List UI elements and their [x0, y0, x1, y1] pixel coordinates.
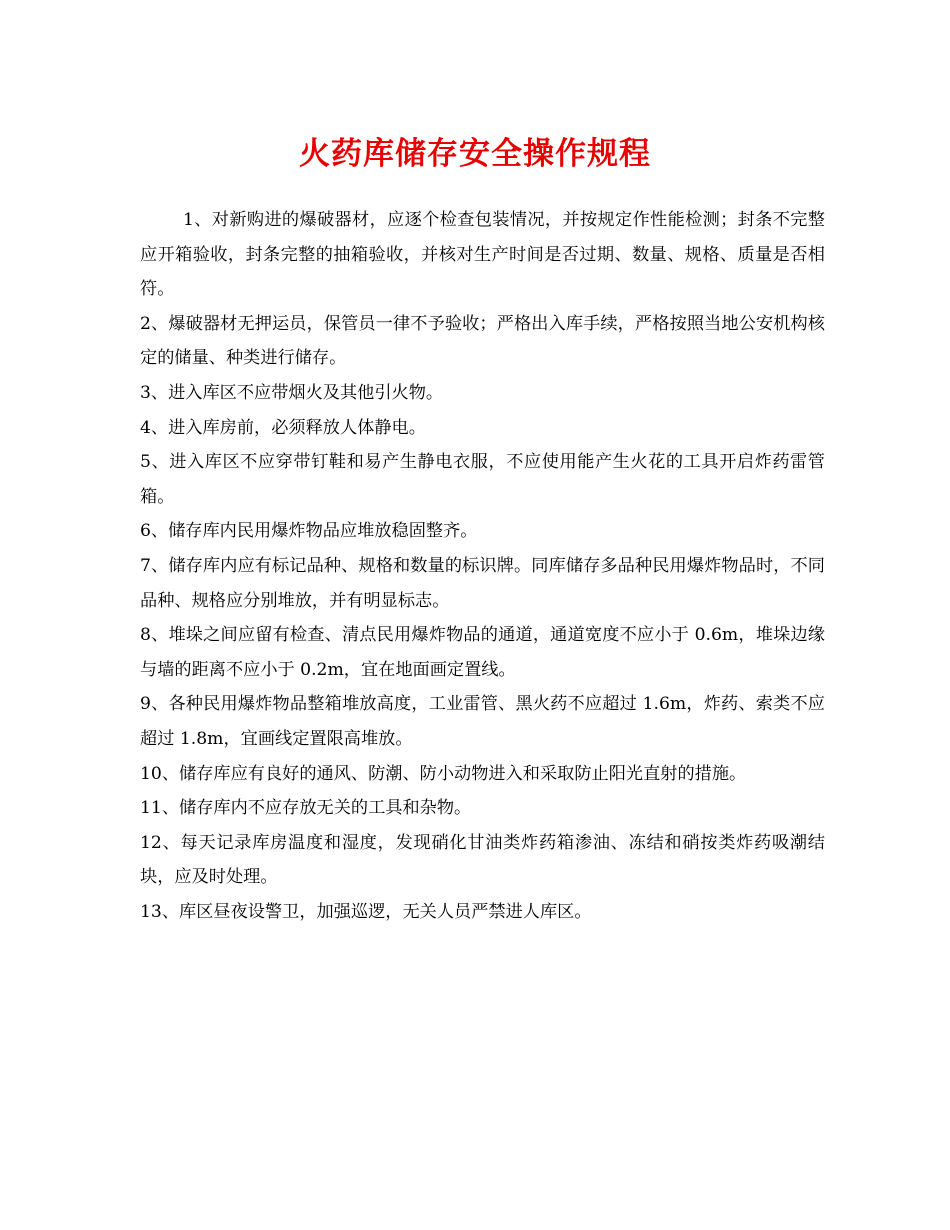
rule-paragraph-13: 13、库区昼夜设警卫，加强巡逻，无关人员严禁进人库区。 [140, 901, 592, 922]
document-body [140, 203, 825, 929]
rule-paragraph-12: 12、每天记录库房温度和湿度，发现硝化甘油类炸药箱渗油、冻结和硝按类炸药吸潮结块，应及时处理。 [140, 832, 825, 888]
rule-paragraph-9: 9、各种民用爆炸物品整箱堆放高度，工业雷管、黑火药不应超过 1.6m，炸药、索类不应超过 1.8m，宜画线定置限高堆放。 [140, 694, 825, 749]
rule-paragraph-11: 11、储存库内不应存放无关的工具和杂物。 [140, 798, 472, 819]
rule-paragraph-6: 6、储存库内民用爆炸物品应堆放稳固整齐。 [140, 521, 478, 542]
rule-paragraph-2: 2、爆破器材无押运员，保管员一律不予验收；严格出入库手续，严格按照当地公安机构核定的储量、种类进行储存。 [140, 313, 825, 369]
rule-paragraph-3: 3、进入库区不应带烟火及其他引火物。 [140, 382, 444, 403]
document-title: 火药库储存安全操作规程 [299, 136, 651, 172]
rule-paragraph-7: 7、储存库内应有标记品种、规格和数量的标识牌。同库储存多品种民用爆炸物品时，不同品种、规格应分别堆放，并有明显标志。 [140, 555, 825, 611]
rule-paragraph-5: 5、进入库区不应穿带钉鞋和易产生静电衣服，不应使用能产生火花的工具开启炸药雷管箱。 [140, 452, 825, 507]
rule-paragraph-4: 4、进入库房前，必须释放人体静电。 [140, 417, 426, 438]
rule-paragraph-8: 8、堆垛之间应留有检查、清点民用爆炸物品的通道，通道宽度不应小于 0.6m，堆垛边缘与墙的距离不应小于 0.2m，宜在地面画定置线。 [140, 625, 825, 680]
rule-paragraph-1: 1、对新购进的爆破器材，应逐个检查包装情况，并按规定作性能检测；封条不完整应开箱验收，封条完整的抽箱验收，并核对生产时间是否过期、数量、规格、质量是否相符。 [140, 210, 825, 300]
rule-paragraph-10: 10、储存库应有良好的通风、防潮、防小动物进入和采取防止阳光直射的措施。 [140, 763, 747, 784]
